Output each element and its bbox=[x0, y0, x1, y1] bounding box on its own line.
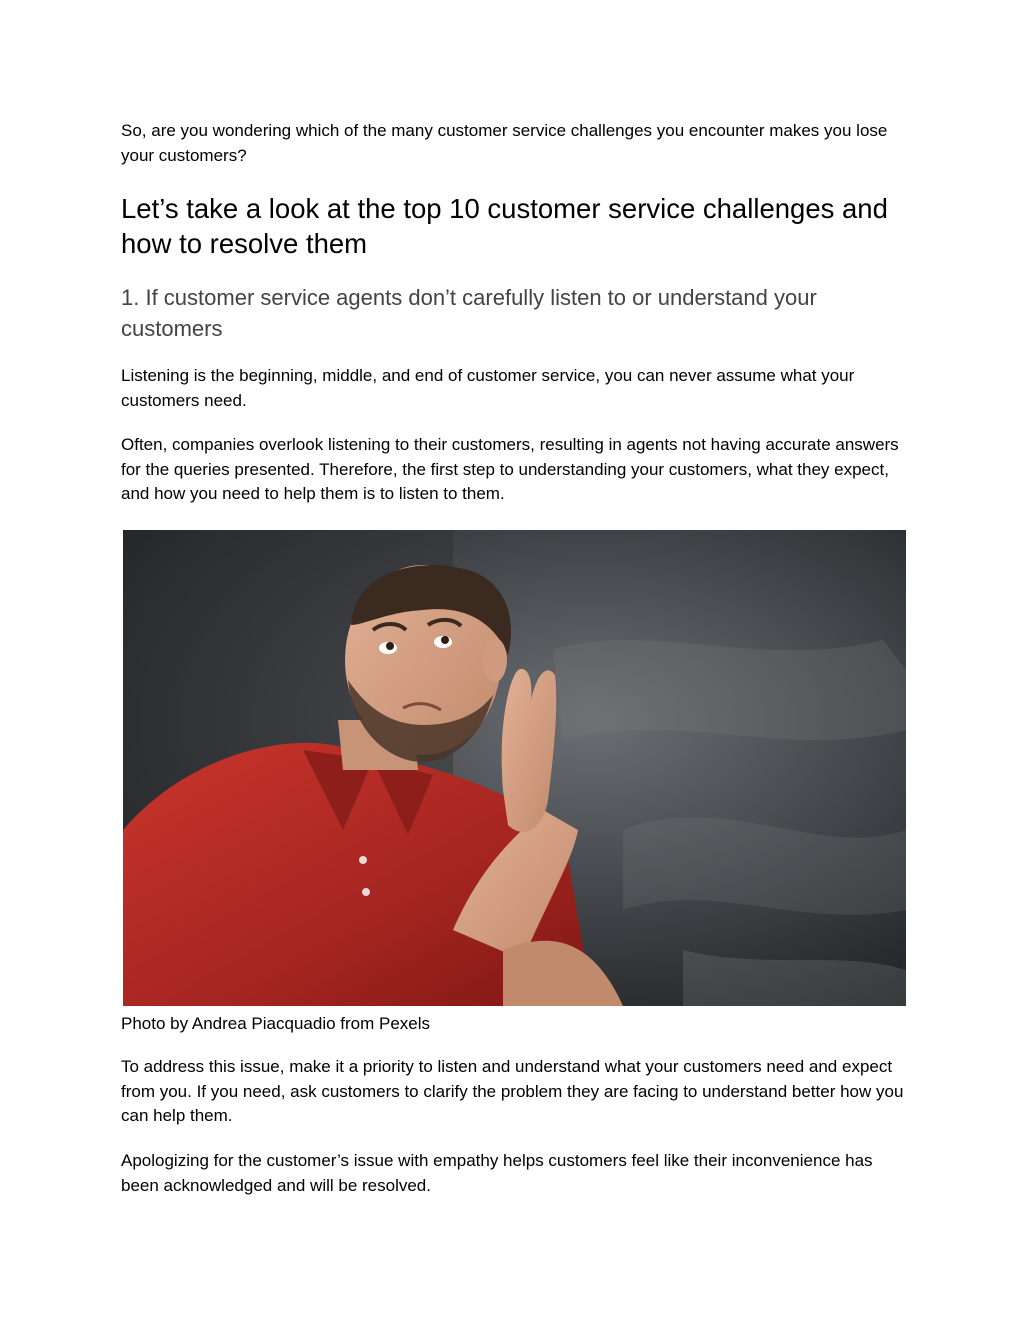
main-heading: Let’s take a look at the top 10 customer service challenges and how to resolve them bbox=[121, 193, 888, 259]
section-1-paragraph-3: To address this issue, make it a priority to listen and understand what your customers need and expect from you. If you need, ask customers to clarify the problem they are facing to understand better how you can help them. bbox=[121, 1057, 904, 1125]
photo-caption: Photo by Andrea Piacquadio from Pexels bbox=[121, 1014, 431, 1033]
intro-paragraph: So, are you wondering which of the many customer service challenges you encounter makes you lose your customers? bbox=[121, 121, 888, 165]
section-1-heading: 1. If customer service agents don’t carefully listen to or understand your customers bbox=[121, 285, 817, 341]
section-1-paragraph-4: Apologizing for the customer’s issue with empathy helps customers feel like their inconvenience has been acknowledged and will be resolved. bbox=[121, 1151, 873, 1195]
photo-man-listening bbox=[123, 530, 906, 1006]
section-1-paragraph-1: Listening is the beginning, middle, and end of customer service, you can never assume what your customers need. bbox=[121, 366, 855, 410]
section-1-paragraph-2: Often, companies overlook listening to their customers, resulting in agents not having accurate answers for the queries presented. Therefore, the first step to understanding your customers, what they expect, and how you need to help them is to listen to them. bbox=[121, 435, 899, 503]
